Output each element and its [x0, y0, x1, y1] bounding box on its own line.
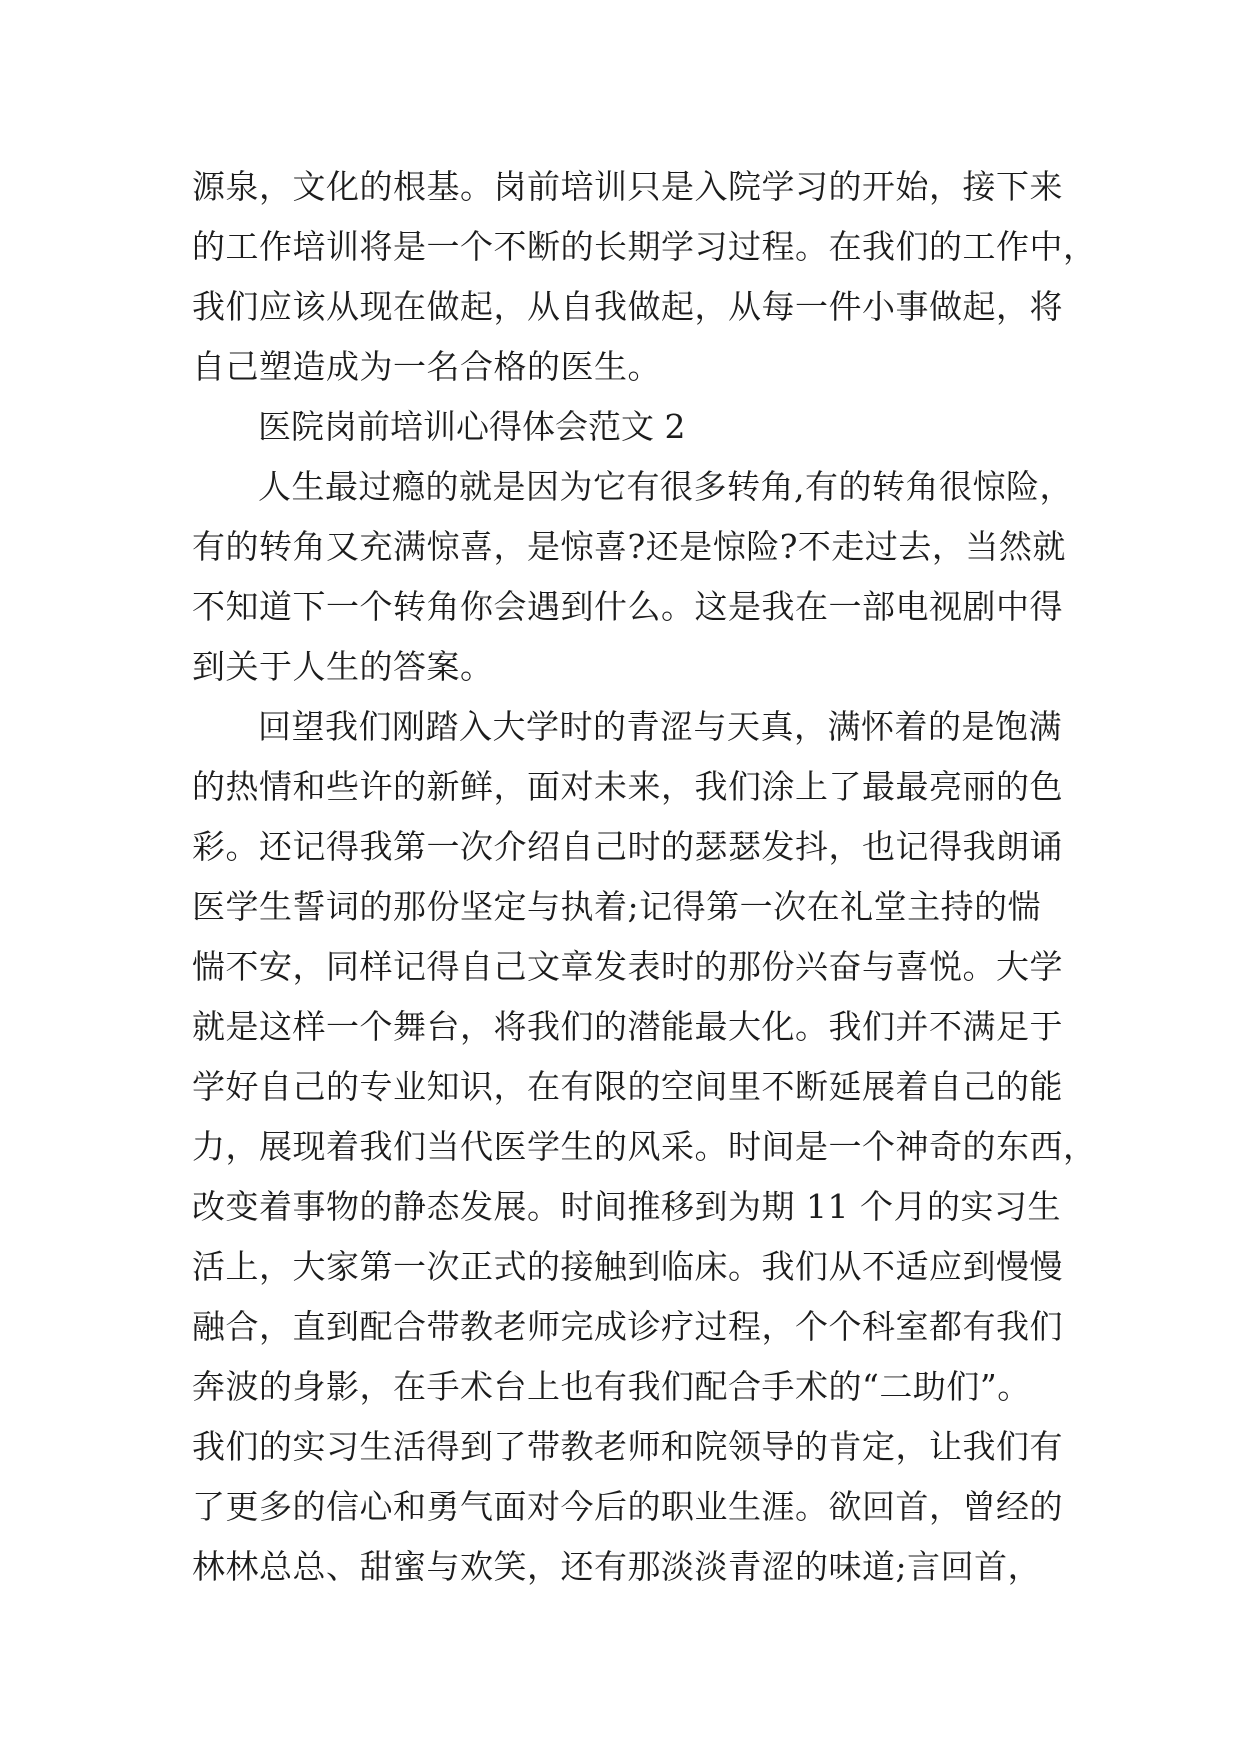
text-line: 我们的实习生活得到了带教老师和院领导的肯定，让我们有	[192, 1427, 1063, 1466]
text-line: 医学生誓词的那份坚定与执着;记得第一次在礼堂主持的惴	[192, 887, 1042, 926]
text-line: 回望我们刚踏入大学时的青涩与天真，满怀着的是饱满	[258, 707, 1062, 746]
text-line: 到关于人生的答案。	[192, 647, 494, 686]
text-line: 活上，大家第一次正式的接触到临床。我们从不适应到慢慢	[192, 1247, 1063, 1286]
text-line: 林林总总、甜蜜与欢笑，还有那淡淡青涩的味道;言回首，	[192, 1547, 1042, 1586]
text-line: 的工作培训将是一个不断的长期学习过程。在我们的工作中，	[192, 227, 1097, 266]
text-line: 源泉，文化的根基。岗前培训只是入院学习的开始，接下来	[192, 167, 1063, 206]
text-line: 就是这样一个舞台，将我们的潜能最大化。我们并不满足于	[192, 1007, 1063, 1046]
text-line: 有的转角又充满惊喜，是惊喜?还是惊险?不走过去，当然就	[192, 527, 1066, 566]
text-line: 融合，直到配合带教老师完成诊疗过程，个个科室都有我们	[192, 1307, 1063, 1346]
text-line: 学好自己的专业知识，在有限的空间里不断延展着自己的能	[192, 1067, 1063, 1106]
text-line: 人生最过瘾的就是因为它有很多转角,有的转角很惊险，	[258, 467, 1073, 506]
text-line: 不知道下一个转角你会遇到什么。这是我在一部电视剧中得	[192, 587, 1063, 626]
text-line: 了更多的信心和勇气面对今后的职业生涯。欲回首，曾经的	[192, 1487, 1063, 1526]
section-heading: 医院岗前培训心得体会范文 2	[258, 407, 686, 446]
text-line: 彩。还记得我第一次介绍自己时的瑟瑟发抖，也记得我朗诵	[192, 827, 1063, 866]
text-line: 的热情和些许的新鲜，面对未来，我们涂上了最最亮丽的色	[192, 767, 1063, 806]
text-line: 奔波的身影，在手术台上也有我们配合手术的“二助们”。	[192, 1367, 1031, 1406]
text-line: 我们应该从现在做起，从自我做起，从每一件小事做起，将	[192, 287, 1063, 326]
text-line: 自己塑造成为一名合格的医生。	[192, 347, 661, 386]
text-line: 力，展现着我们当代医学生的风采。时间是一个神奇的东西，	[192, 1127, 1097, 1166]
text-line: 改变着事物的静态发展。时间推移到为期 11 个月的实习生	[192, 1187, 1061, 1226]
text-line: 惴不安，同样记得自己文章发表时的那份兴奋与喜悦。大学	[192, 947, 1063, 986]
